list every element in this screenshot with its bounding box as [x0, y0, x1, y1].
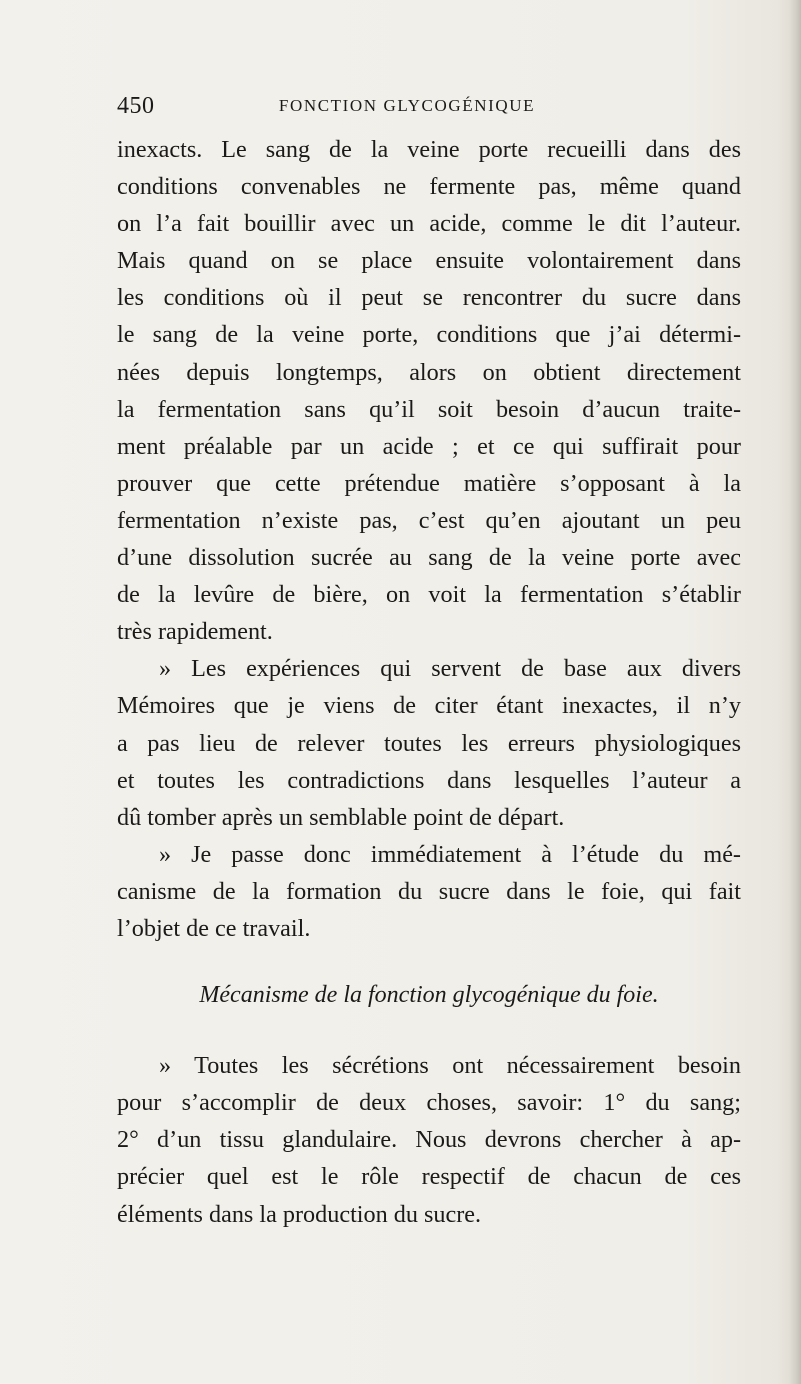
text-line: on l’a fait bouillir avec un acide, comme le dit l’auteur.	[117, 210, 741, 238]
text-line: pour s’accomplir de deux choses, savoir: 1° du sang;	[117, 1089, 741, 1117]
text-line: » Toutes les sécrétions ont nécessairement besoin	[159, 1052, 741, 1080]
text-line: dû tomber après un semblable point de départ.	[117, 803, 565, 831]
paragraph	[117, 650, 741, 835]
text-line: conditions convenables ne fermente pas, même quand	[117, 173, 741, 201]
text-line: d’une dissolution sucrée au sang de la veine porte avec	[117, 544, 741, 572]
text-line: et toutes les contradictions dans lesquelles l’auteur a	[117, 766, 741, 794]
text-line: a pas lieu de relever toutes les erreurs physiologiques	[117, 729, 741, 757]
paragraph	[117, 1047, 741, 1232]
text-line: Mais quand on se place ensuite volontairement dans	[117, 247, 741, 275]
running-title: FONCTION GLYCOGÉNIQUE	[278, 96, 536, 115]
text-line: ment préalable par un acide ; et ce qui suffirait pour	[117, 432, 741, 460]
text-line: fermentation n’existe pas, c’est qu’en ajoutant un peu	[117, 506, 741, 534]
text-line: nées depuis longtemps, alors on obtient directement	[117, 358, 741, 386]
body-text	[117, 131, 741, 1233]
text-line: » Les expériences qui servent de base aux divers	[159, 655, 741, 683]
paragraph	[117, 131, 741, 650]
page-edge-shadow	[789, 0, 801, 1384]
text-line: » Je passe donc immédiatement à l’étude du mé-	[159, 840, 741, 868]
text-line: canisme de la formation du sucre dans le foie, qui fait	[117, 877, 741, 905]
page-number: 450	[117, 93, 155, 119]
text-line: inexacts. Le sang de la veine porte recueilli dans des	[117, 136, 741, 163]
text-line: éléments dans la production du sucre.	[117, 1200, 482, 1228]
text-line: le sang de la veine porte, conditions que j’ai détermi-	[117, 321, 741, 349]
text-line: de la levûre de bière, on voit la fermentation s’établir	[117, 581, 741, 609]
text-line: la fermentation sans qu’il soit besoin d’aucun traite-	[117, 395, 741, 423]
page-header	[117, 93, 697, 123]
paragraph	[117, 836, 741, 947]
section-heading: Mécanisme de la fonction glycogénique du foie.	[199, 982, 659, 1009]
text-line: Mémoires que je viens de citer étant inexactes, il n’y	[117, 692, 741, 720]
text-line: précier quel est le rôle respectif de chacun de ces	[117, 1163, 741, 1191]
text-line: 2° d’un tissu glandulaire. Nous devrons chercher à ap-	[117, 1126, 741, 1154]
text-line: prouver que cette prétendue matière s’opposant à la	[117, 469, 741, 497]
text-line: très rapidement.	[117, 618, 273, 646]
text-line: l’objet de ce travail.	[117, 914, 311, 942]
text-line: les conditions où il peut se rencontrer du sucre dans	[117, 284, 741, 312]
